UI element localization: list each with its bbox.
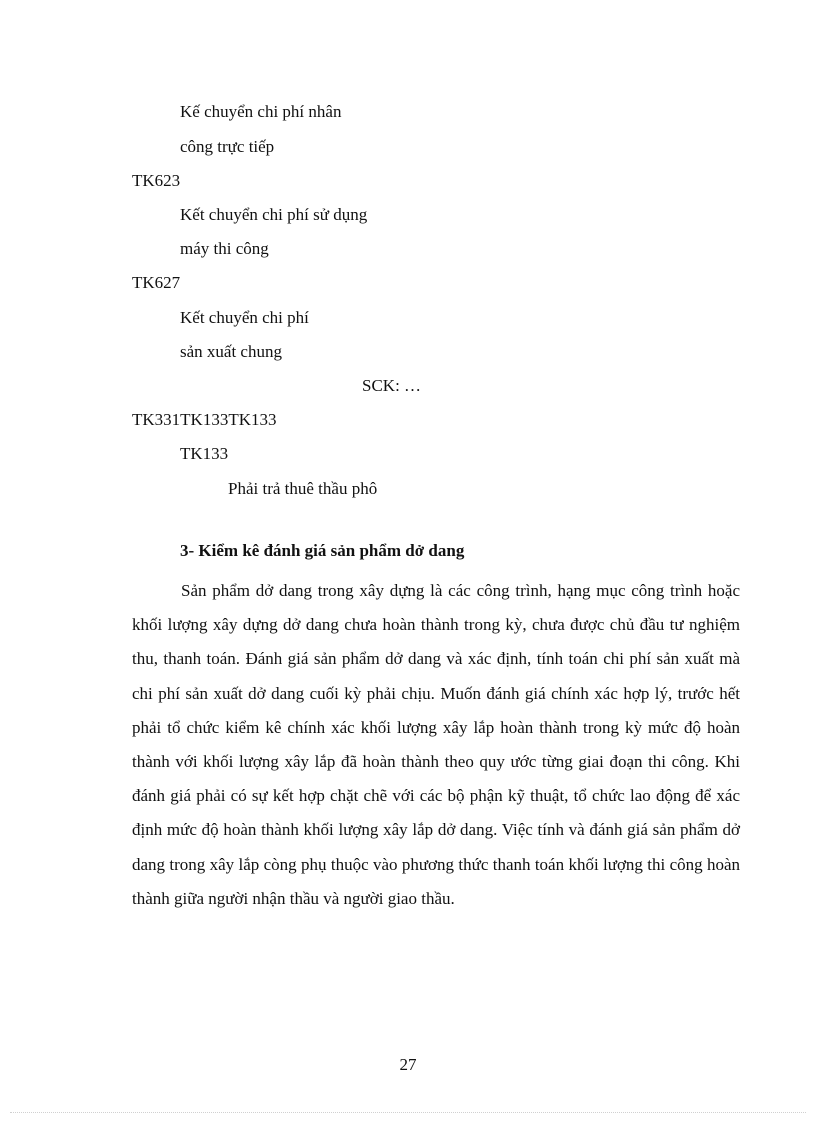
label-ket-chuyen-chung-line2: sản xuất chung (180, 342, 282, 361)
label-ket-chuyen-chung-line1: Kết chuyển chi phí (180, 308, 309, 327)
closing-balance-label: SCK: … (362, 376, 422, 395)
account-row-tk331-tk133: TK331TK133TK133 (132, 410, 277, 429)
account-tk623: TK623 (132, 171, 181, 190)
label-phai-tra-thau-phu: Phải trả thuê thầu phô (228, 479, 378, 498)
label-ket-chuyen-nhan-cong-line2: công trực tiếp (180, 137, 275, 156)
section-paragraph: Sản phẩm dở dang trong xây dựng là các công trình, hạng mục công trình hoặc khối lượng xây dựng dở dang chưa hoàn thành trong kỳ, chưa được chủ đầu tư nghiệm thu, thanh toán. Đánh giá sản phẩm dở dang và xác định, tính toán chi phí sản xuất mà chi phí sản xuất dở dang cuối kỳ phải chịu. Muốn đánh giá chính xác hợp lý, trước hết phải tổ chức kiểm kê chính xác khối lượng xây lắp hoàn thành trong kỳ mức độ hoàn thành với khối lượng xây lắp đã hoàn thành theo quy ước từng giai đoạn thi công. Khi đánh giá phải có sự kết hợp chặt chẽ với các bộ phận kỹ thuật, tổ chức lao động để xác định mức độ hoàn thành khối lượng xây lắp dở dang. Việc tính và đánh giá sản phẩm dở dang trong xây lắp còng phụ thuộc vào phương thức thanh toán khối lượng thi công hoàn thành giữa người nhận thầu và người giao thầu. (132, 581, 740, 908)
page-number: 27 (399, 1055, 417, 1074)
page-bottom-divider (10, 1112, 806, 1113)
account-tk133: TK133 (180, 444, 229, 463)
section-heading: 3- Kiểm kê đánh giá sản phẩm dở dang (180, 541, 465, 560)
label-ket-chuyen-may-line1: Kết chuyển chi phí sử dụng (180, 205, 368, 224)
label-ket-chuyen-nhan-cong-line1: Kế chuyển chi phí nhân (180, 102, 342, 121)
account-tk627: TK627 (132, 273, 181, 292)
label-ket-chuyen-may-line2: máy thi công (180, 239, 269, 258)
